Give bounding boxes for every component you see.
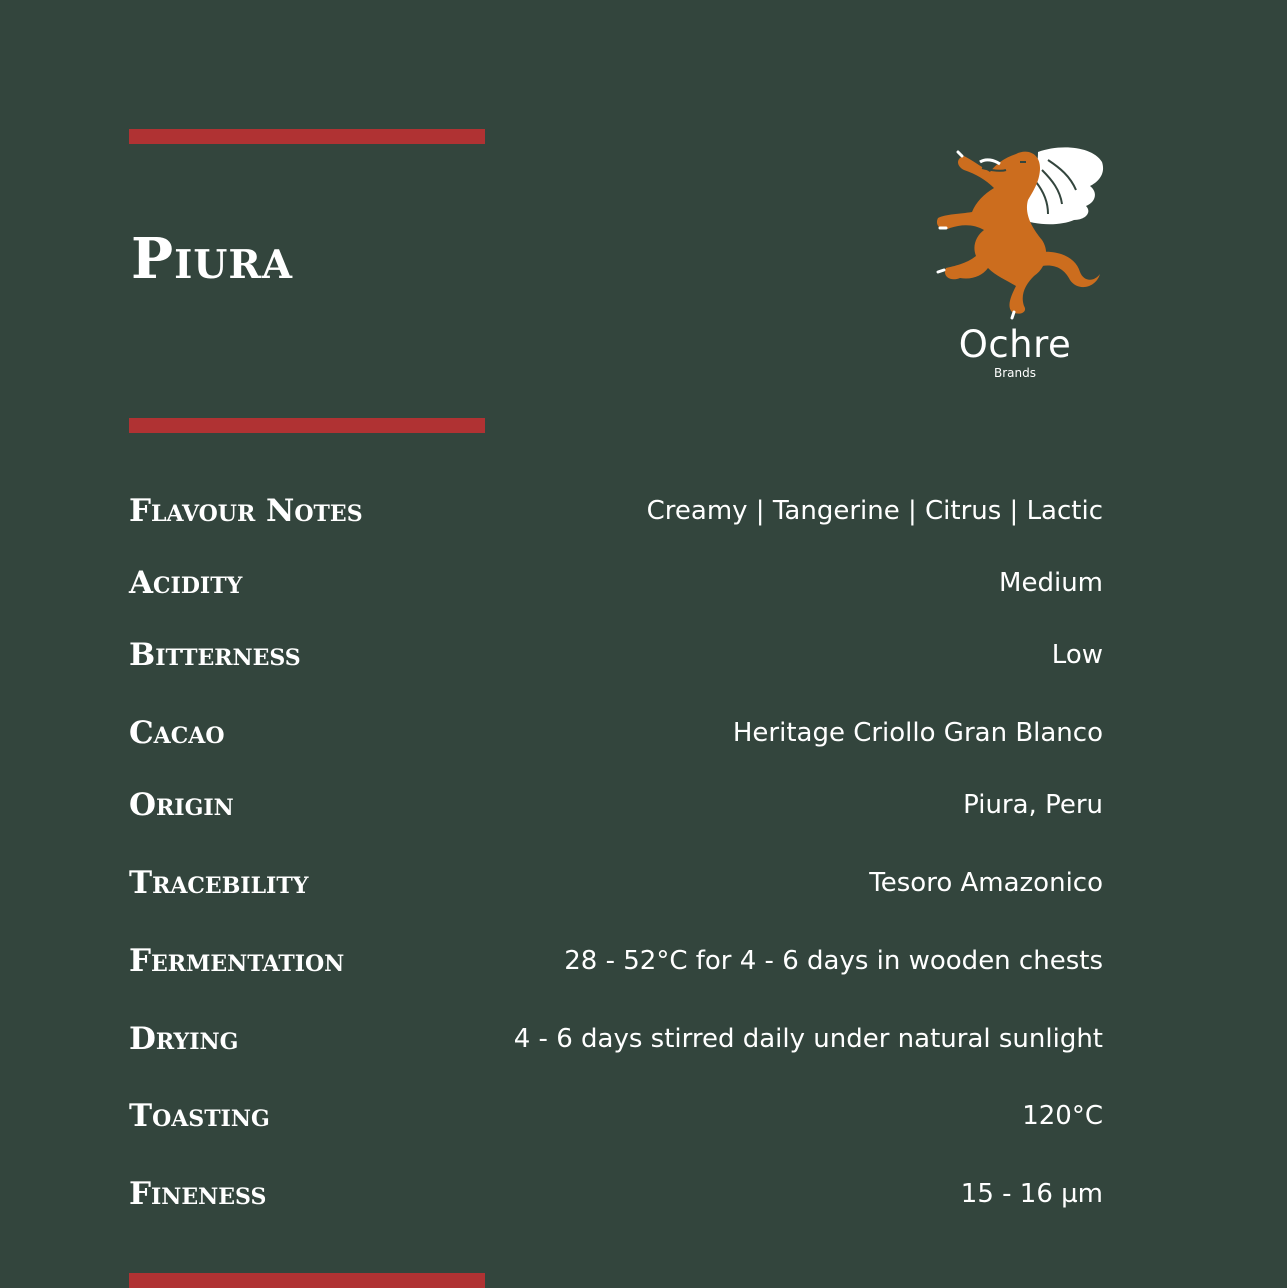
spec-value: Heritage Criollo Gran Blanco xyxy=(732,718,1103,748)
spec-label: Fineness xyxy=(129,1176,267,1212)
spec-label: Tracebility xyxy=(129,865,309,901)
spec-row-origin xyxy=(129,781,1103,827)
spec-label: Acidity xyxy=(129,565,243,601)
spec-label: Cacao xyxy=(129,715,225,751)
middle-accent-rule xyxy=(129,418,485,433)
spec-label: Bitterness xyxy=(129,637,301,673)
spec-row-fermentation xyxy=(129,937,1103,983)
spec-value: 120°C xyxy=(1022,1101,1103,1131)
spec-value: Low xyxy=(1051,640,1103,670)
spec-row-drying xyxy=(129,1015,1103,1061)
brand-name: Ochre xyxy=(958,323,1072,366)
spec-label: Fermentation xyxy=(129,943,345,979)
spec-row-toasting xyxy=(129,1092,1103,1138)
spec-value: 15 - 16 µm xyxy=(960,1179,1103,1209)
spec-value: Tesoro Amazonico xyxy=(869,868,1103,898)
spec-row-tracebility xyxy=(129,859,1103,905)
top-accent-rule xyxy=(129,129,485,144)
spec-value: Creamy | Tangerine | Citrus | Lactic xyxy=(646,496,1103,526)
spec-label: Origin xyxy=(129,787,234,823)
spec-row-fineness xyxy=(129,1170,1103,1216)
brand-logo xyxy=(920,140,1110,390)
spec-row-bitterness xyxy=(129,631,1103,677)
spec-row-cacao xyxy=(129,709,1103,755)
page-title: Piura xyxy=(131,226,294,292)
spec-label: Drying xyxy=(129,1021,239,1057)
spec-value: 28 - 52°C for 4 - 6 days in wooden chests xyxy=(564,946,1103,976)
spec-label: Flavour Notes xyxy=(129,493,363,529)
spec-value: 4 - 6 days stirred daily under natural sunlight xyxy=(513,1024,1103,1054)
spec-value: Piura, Peru xyxy=(963,790,1103,820)
spec-value: Medium xyxy=(999,568,1103,598)
brand-subtitle: Brands xyxy=(994,366,1036,380)
spec-label: Toasting xyxy=(129,1098,270,1134)
lion-griffin-icon xyxy=(920,140,1110,320)
spec-row-acidity xyxy=(129,559,1103,605)
bottom-accent-rule xyxy=(129,1273,485,1288)
spec-row-flavour-notes xyxy=(129,487,1103,533)
